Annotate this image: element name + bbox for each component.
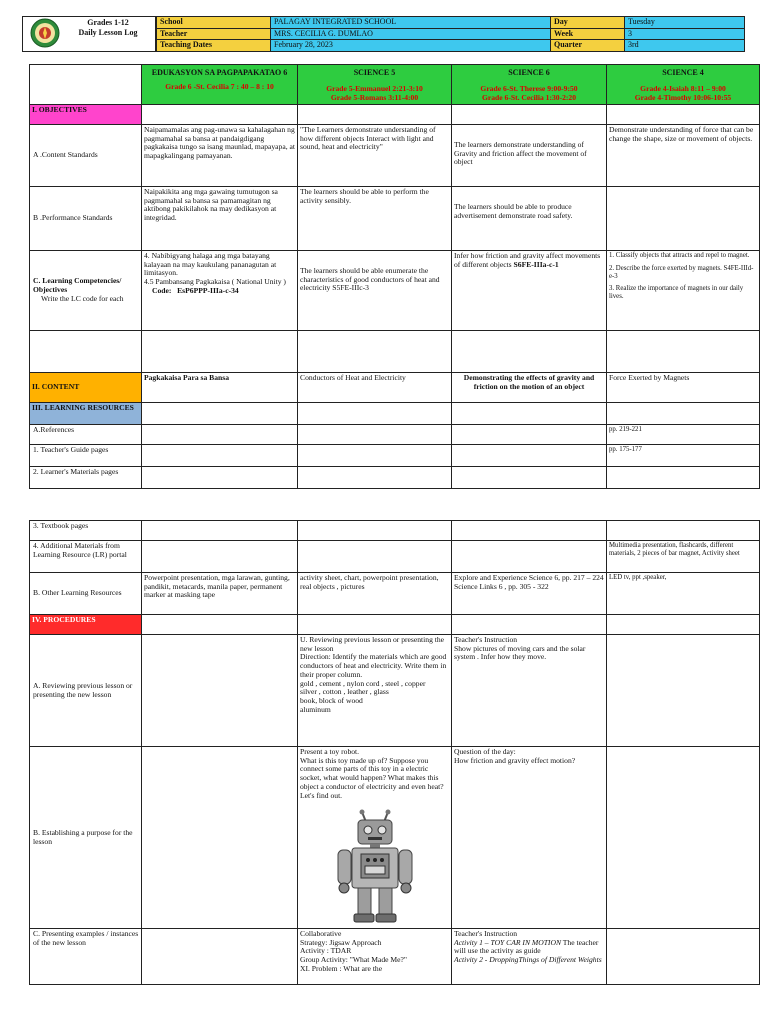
competencies-heading: C. Learning Competencies/ Objectives — [33, 276, 122, 295]
content-sci5: Conductors of Heat and Electricity — [298, 373, 452, 403]
learners-materials-row — [30, 467, 760, 489]
lc-sci6 — [452, 251, 607, 331]
learning-resources-row — [30, 403, 760, 425]
empty-cell — [298, 105, 452, 125]
activity-2-title: Activity 2 - DroppingThings of Different Weights — [454, 955, 602, 965]
empty-cell — [607, 105, 760, 125]
subject-schedule: Grade 4-Timothy 10:06-10:55 — [609, 94, 757, 103]
empty-cell — [452, 403, 607, 425]
teacher-value: MRS. CECILIA G. DUMLAO — [271, 28, 551, 40]
learning-resources-heading: III. LEARNING RESOURCES — [30, 403, 142, 425]
content-standards-label: A .Content Standards — [30, 125, 142, 187]
lc-sci5: The learners should be able enumerate the characteristics of good conductors of heat and electricity S5FE-IIIc-3 — [298, 251, 452, 331]
presenting-label: C. Presenting examples / instances of the new lesson — [30, 929, 142, 985]
empty-cell — [452, 467, 607, 489]
lesson-log-table-page1 — [29, 64, 760, 489]
teacher-label: Teacher — [157, 28, 271, 40]
other-resources-sci5: activity sheet, chart, powerpoint presentation, real objects , pictures — [298, 573, 452, 615]
week-label: Week — [551, 28, 625, 40]
teaching-dates-value: February 28, 2023 — [271, 40, 551, 52]
empty-cell — [142, 425, 298, 445]
lc-sci4-2: 2. Describe the force exerted by magnets. S4FE-IIId-e-3 — [609, 264, 754, 280]
reviewing-sci5: U. Reviewing previous lesson or presenting the new lesson Direction: Identify the materials which are good conductors of heat and electricity. Write them in their proper column. gold , cement , nylon cord , steel , copper silver , cotton , leather , glass book, block of wood aluminum — [298, 635, 452, 747]
empty-cell — [298, 541, 452, 573]
deped-seal-icon — [30, 18, 60, 48]
additional-materials-sci4: Multimedia presentation, flashcards, different materials, 2 pieces of bar magnet, Activity sheet — [607, 541, 760, 573]
teachers-guide-label: 1. Teacher's Guide pages — [30, 445, 142, 467]
subject-schedule: Grade 5-Emmanuel 2:21-3:10 — [300, 85, 449, 94]
empty-cell — [452, 425, 607, 445]
lc-sci4-1: 1. Classify objects that attracts and repel to magnet. — [609, 252, 750, 259]
subject-name: SCIENCE 5 — [353, 68, 396, 77]
school-value: PALAGAY INTEGRATED SCHOOL — [271, 17, 551, 29]
header-info-table — [156, 16, 745, 52]
purpose-sci5: Present a toy robot. What is this toy made up of? Suppose you connect some parts of this toy in a electric socket, what would happen? What makes this object a conductor of electricity and even heat? Let's find out. — [298, 747, 452, 929]
lc-sci4-3: 3. Realize the importance of magnets in our daily lives. — [609, 285, 744, 301]
performance-standards-row — [30, 187, 760, 251]
grade-range: Grades 1-12 — [87, 18, 129, 27]
textbook-row — [30, 521, 760, 541]
activity-1-title: Activity 1 – TOY CAR IN MOTION — [454, 937, 562, 947]
empty-cell — [298, 615, 452, 635]
empty-cell — [607, 747, 760, 929]
teachers-guide-row — [30, 445, 760, 467]
day-label: Day — [551, 17, 625, 29]
week-value: 3 — [625, 28, 745, 40]
subject-schedule: Grade 5-Romans 3:11-4:00 — [300, 94, 449, 103]
quarter-value: 3rd — [625, 40, 745, 52]
presenting-sci5: Collaborative Strategy: Jigsaw Approach Activity : TDAR Group Activity: "What Made Me?" XI. Problem : What are the — [298, 929, 452, 985]
references-sci4: pp. 219-221 — [607, 425, 760, 445]
lc-esp-unity: 4.5 Pambansang Pagkakaisa ( National Unity ) — [144, 277, 286, 287]
purpose-label: B. Establishing a purpose for the lesson — [30, 747, 142, 929]
ps-sci6: The learners should be able to produce advertisement demonstrate road safety. — [452, 187, 607, 251]
ps-sci5: The learners should be able to perform the activity sensibly. — [298, 187, 452, 251]
cs-esp: Naipamamalas ang pag-unawa sa kahalagahan ng pagmamahal sa bansa at pandaigdigang pagkakaisa tungo sa isang maunlad, mapayapa, at mapagkalingang pamayanan. — [142, 125, 298, 187]
empty-cell — [142, 929, 298, 985]
lc-esp-text: 4. Nabibigyang halaga ang mga batayang kalayaan na may kaukulang pananagutan at limitasyon. — [144, 251, 277, 278]
empty-cell — [607, 403, 760, 425]
lc-sci4 — [607, 251, 760, 331]
teachers-guide-sci4: pp. 175-177 — [607, 445, 760, 467]
presenting-sci6 — [452, 929, 607, 985]
activity-1-note: The teacher will use the activity as guide — [454, 937, 599, 956]
empty-cell — [142, 541, 298, 573]
empty-cell — [298, 331, 452, 373]
code-value: EsP6PPP-IIIa-c-34 — [177, 285, 239, 295]
empty-cell — [142, 747, 298, 929]
empty-cell — [298, 425, 452, 445]
subject-schedule: Grade 6-St. Cecilia 1:30-2:20 — [454, 94, 604, 103]
empty-cell — [607, 521, 760, 541]
cs-sci5: "The Learners demonstrate understanding of how different objects Interact with light and sound, heat and electricity" — [298, 125, 452, 187]
content-row — [30, 373, 760, 403]
objectives-heading: I. OBJECTIVES — [30, 105, 142, 125]
lc-sci6-text: Infer how friction and gravity affect movements of different objects — [454, 251, 601, 269]
cs-sci6: The learners demonstrate understanding of Gravity and friction affect the movement of object — [452, 125, 607, 187]
log-title: Daily Lesson Log — [78, 27, 138, 37]
ps-esp: Naipakikita ang mga gawaing tumutugon sa pagmamahal sa bansa sa pamamagitan ng aktibong pakikilahok na may dedikasyon at integridad. — [142, 187, 298, 251]
empty-cell — [142, 467, 298, 489]
subject-name: SCIENCE 6 — [508, 68, 550, 77]
other-resources-sci4: LED tv, ppt ,speaker, — [607, 573, 760, 615]
subject-name: SCIENCE 4 — [662, 68, 704, 77]
blank-corner-cell — [30, 65, 142, 105]
empty-cell — [607, 331, 760, 373]
empty-cell — [452, 105, 607, 125]
lc-esp-code — [144, 287, 295, 296]
subject-schedule: Grade 6-St. Therese 9:00-9:50 — [454, 85, 604, 94]
other-resources-sci6: Explore and Experience Science 6, pp. 217 – 224 Science Links 6 , pp. 305 - 322 — [452, 573, 607, 615]
additional-materials-label: 4. Additional Materials from Learning Resource (LR) portal — [30, 541, 142, 573]
subject-science4 — [607, 65, 760, 105]
textbook-label: 3. Textbook pages — [30, 521, 142, 541]
reviewing-label: A. Reviewing previous lesson or presenting the new lesson — [30, 635, 142, 747]
toy-robot-image — [330, 808, 420, 928]
content-standards-row — [30, 125, 760, 187]
competencies-row — [30, 251, 760, 331]
content-sci4: Force Exerted by Magnets — [607, 373, 760, 403]
references-label: A.References — [30, 425, 142, 445]
empty-cell — [142, 331, 298, 373]
empty-cell — [298, 403, 452, 425]
school-label: School — [157, 17, 271, 29]
other-resources-row — [30, 573, 760, 615]
competencies-label — [30, 251, 142, 331]
subject-schedule: Grade 4-Isaiah 8:11 – 9:00 — [609, 85, 757, 94]
empty-cell — [142, 445, 298, 467]
empty-cell — [30, 331, 142, 373]
content-heading: II. CONTENT — [30, 373, 142, 403]
performance-standards-label: B .Performance Standards — [30, 187, 142, 251]
learners-materials-label: 2. Learner's Materials pages — [30, 467, 142, 489]
content-sci6: Demonstrating the effects of gravity and friction on the motion of an object — [452, 373, 607, 403]
presenting-row — [30, 929, 760, 985]
empty-cell — [607, 467, 760, 489]
empty-cell — [298, 467, 452, 489]
empty-cell — [142, 521, 298, 541]
day-value: Tuesday — [625, 17, 745, 29]
references-row — [30, 425, 760, 445]
ps-sci4 — [607, 187, 760, 251]
subject-science6 — [452, 65, 607, 105]
quarter-label: Quarter — [551, 40, 625, 52]
cs-sci4: Demonstrate understanding of force that can be change the shape, size or movement of objects. — [607, 125, 760, 187]
empty-cell — [607, 635, 760, 747]
empty-cell — [142, 635, 298, 747]
additional-materials-row — [30, 541, 760, 573]
subject-science5 — [298, 65, 452, 105]
empty-cell — [452, 331, 607, 373]
presenting-sci6-instruction: Teacher's Instruction — [454, 929, 518, 938]
empty-cell — [607, 615, 760, 635]
empty-cell — [607, 929, 760, 985]
lc-esp — [142, 251, 298, 331]
other-resources-esp: Powerpoint presentation, mga larawan, gunting, pandikit, metacards, manila paper, permanent marker at masking tape — [142, 573, 298, 615]
teaching-dates-label: Teaching Dates — [157, 40, 271, 52]
content-esp: Pagkakaisa Para sa Bansa — [142, 373, 298, 403]
empty-cell — [452, 541, 607, 573]
objectives-row — [30, 105, 760, 125]
empty-cell — [452, 445, 607, 467]
empty-cell — [298, 445, 452, 467]
reviewing-row — [30, 635, 760, 747]
empty-cell — [142, 615, 298, 635]
subject-schedule: Grade 6 -St. Cecilia 7 : 40 – 8 : 10 — [144, 83, 295, 92]
empty-cell — [142, 403, 298, 425]
header-grade-label — [62, 18, 154, 37]
subject-name: EDUKASYON SA PAGPAPAKATAO 6 — [151, 68, 288, 77]
subject-header-row — [30, 65, 760, 105]
procedures-heading: IV. PROCEDURES — [30, 615, 142, 635]
competencies-subheading: Write the LC code for each — [41, 293, 124, 303]
empty-cell — [298, 521, 452, 541]
empty-cell — [142, 105, 298, 125]
blank-row — [30, 331, 760, 373]
empty-cell — [452, 615, 607, 635]
other-resources-label: B. Other Learning Resources — [30, 573, 142, 615]
subject-esp6 — [142, 65, 298, 105]
lc-sci6-code: S6FE-IIIa-c-1 — [513, 259, 559, 269]
code-label: Code: — [152, 285, 172, 295]
purpose-sci6: Question of the day: How friction and gravity effect motion? — [452, 747, 607, 929]
empty-cell — [452, 521, 607, 541]
reviewing-sci6: Teacher's Instruction Show pictures of moving cars and the solar system . Infer how they move. — [452, 635, 607, 747]
procedures-row — [30, 615, 760, 635]
